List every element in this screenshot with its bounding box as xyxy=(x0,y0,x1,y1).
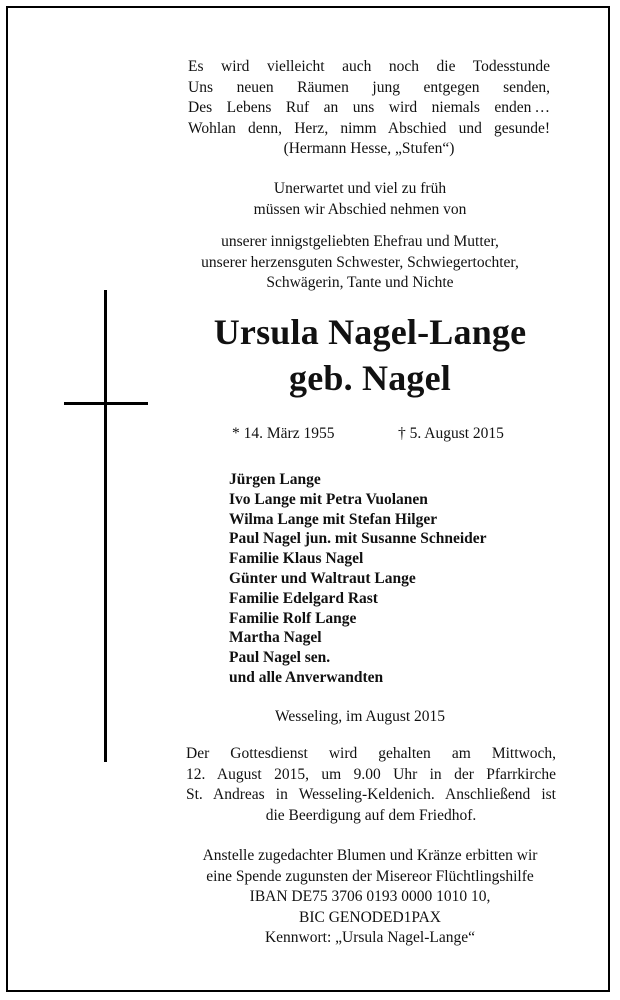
survivor: Paul Nagel jun. mit Susanne Schneider xyxy=(229,530,487,548)
poem-line: Des Lebens Ruf an uns wird niemals enden … xyxy=(188,99,550,116)
donation-bic: BIC GENODED1PAX xyxy=(299,908,441,926)
donation-line: eine Spende zugunsten der Misereor Flüchtlingshilfe xyxy=(206,867,534,885)
cross-icon xyxy=(104,290,107,762)
survivor: Wilma Lange mit Stefan Hilger xyxy=(229,510,438,528)
survivor: Familie Edelgard Rast xyxy=(229,589,378,607)
donation-iban: IBAN DE75 3706 0193 0000 1010 10, xyxy=(249,888,491,905)
intro-line: Unerwartet und viel zu früh xyxy=(273,180,447,197)
donation-keyword: Kennwort: „Ursula Nagel-Lange“ xyxy=(264,929,476,946)
relation-line: unserer innigstgeliebten Ehefrau und Mutter, xyxy=(221,233,499,250)
survivor: Martha Nagel xyxy=(229,629,322,647)
service-line: St. Andreas in Wesseling-Keldenich. Anschließend ist xyxy=(186,786,556,803)
survivor: Jürgen Lange xyxy=(229,471,321,488)
donation-line: Anstelle zugedachter Blumen und Kränze erbitten wir xyxy=(202,847,538,864)
deceased-name: Ursula Nagel-Lange xyxy=(213,312,527,352)
relation-text xyxy=(170,232,550,294)
service-line: Der Gottesdienst wird gehalten am Mittwoch, xyxy=(186,745,556,762)
service-info xyxy=(186,744,556,826)
intro-text xyxy=(170,179,550,220)
service-line: die Beerdigung auf dem Friedhof. xyxy=(265,806,477,824)
relation-line: Schwägerin, Tante und Nichte xyxy=(266,274,454,291)
survivor: Familie Rolf Lange xyxy=(229,609,357,627)
intro-line: müssen wir Abschied nehmen von xyxy=(253,200,467,218)
poem-line: Es wird vielleicht auch noch die Todesstunde xyxy=(188,58,550,75)
poem-attribution: (Hermann Hesse, „Stufen“) xyxy=(283,140,455,157)
death-date: † 5. August 2015 xyxy=(398,425,504,442)
survivors-list xyxy=(229,470,487,688)
cross-icon-bar xyxy=(64,402,148,405)
survivor: Paul Nagel sen. xyxy=(229,649,331,667)
birth-name: geb. Nagel xyxy=(289,358,451,398)
poem-line: Wohlan denn, Herz, nimm Abschied und gesunde! xyxy=(188,119,550,137)
birth-date: * 14. März 1955 xyxy=(232,425,335,442)
relation-line: unserer herzensguten Schwester, Schwiegertochter, xyxy=(201,253,519,271)
survivor: und alle Anverwandten xyxy=(229,668,384,686)
place-date: Wesseling, im August 2015 xyxy=(274,708,446,725)
survivor: Günter und Waltraut Lange xyxy=(229,569,416,587)
donation-info xyxy=(180,846,560,949)
service-line: 12. August 2015, um 9.00 Uhr in der Pfarrkirche xyxy=(186,765,556,783)
poem-line: Uns neuen Räumen jung entgegen senden, xyxy=(188,78,550,96)
survivor: Familie Klaus Nagel xyxy=(229,550,364,568)
survivor: Ivo Lange mit Petra Vuolanen xyxy=(229,490,428,508)
poem xyxy=(188,57,550,160)
